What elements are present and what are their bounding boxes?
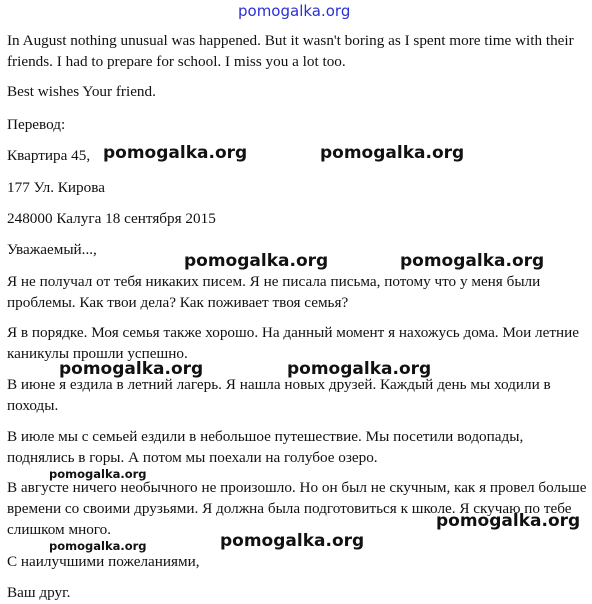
- watermark-9[interactable]: pomogalka.org: [49, 539, 147, 553]
- watermark-3[interactable]: pomogalka.org: [184, 251, 329, 271]
- paragraph-im-fine: Я в порядке. Моя семья также хорошо. На данный момент я нахожусь дома. Мои летние каникулы прошли успешно.: [7, 324, 579, 362]
- watermark-7[interactable]: pomogalka.org: [49, 467, 147, 481]
- watermark-1[interactable]: pomogalka.org: [103, 143, 248, 163]
- closing-line: С наилучшими пожеланиями,: [7, 553, 200, 570]
- greeting-line: Уважаемый...,: [7, 241, 97, 258]
- watermark-5[interactable]: pomogalka.org: [59, 359, 204, 379]
- paragraph-august-en: In August nothing unusual was happened. But it wasn't boring as I spent more time with their friends. I had to prepare for school. I miss you a lot too.: [7, 32, 574, 70]
- address-line-street: 177 Ул. Кирова: [7, 179, 105, 196]
- paragraph-no-letters: Я не получал от тебя никаких писем. Я не писала письма, потому что у меня были проблемы. Как твои дела? Как поживает твоя семья?: [7, 273, 541, 311]
- paragraph-translation-heading: Перевод:: [7, 116, 66, 133]
- watermark-6[interactable]: pomogalka.org: [287, 359, 432, 379]
- paragraph-best-wishes: Best wishes Your friend.: [7, 83, 156, 100]
- paragraph-june: В июне я ездила в летний лагерь. Я нашла новых друзей. Каждый день мы ходили в походы.: [7, 376, 551, 414]
- address-line-apartment: Квартира 45,: [7, 147, 91, 164]
- watermark-2[interactable]: pomogalka.org: [320, 143, 465, 163]
- signature-line: Ваш друг.: [7, 584, 71, 601]
- paragraph-july: В июле мы с семьей ездили в небольшое путешествие. Мы посетили водопады, поднялись в горы. А потом мы поехали на голубое озеро.: [7, 428, 524, 466]
- address-line-city-date: 248000 Калуга 18 сентября 2015: [7, 210, 216, 227]
- watermark-top[interactable]: pomogalka.org: [238, 2, 351, 20]
- watermark-10[interactable]: pomogalka.org: [220, 531, 365, 551]
- watermark-4[interactable]: pomogalka.org: [400, 251, 545, 271]
- paragraph-august-ru: В августе ничего необычного не произошло. Но он был не скучным, как я провел больше времени со своими друзьями. Я должна была подготовиться к школе. Я скучаю по тебе слишком много.: [7, 479, 587, 538]
- watermark-8[interactable]: pomogalka.org: [436, 511, 581, 531]
